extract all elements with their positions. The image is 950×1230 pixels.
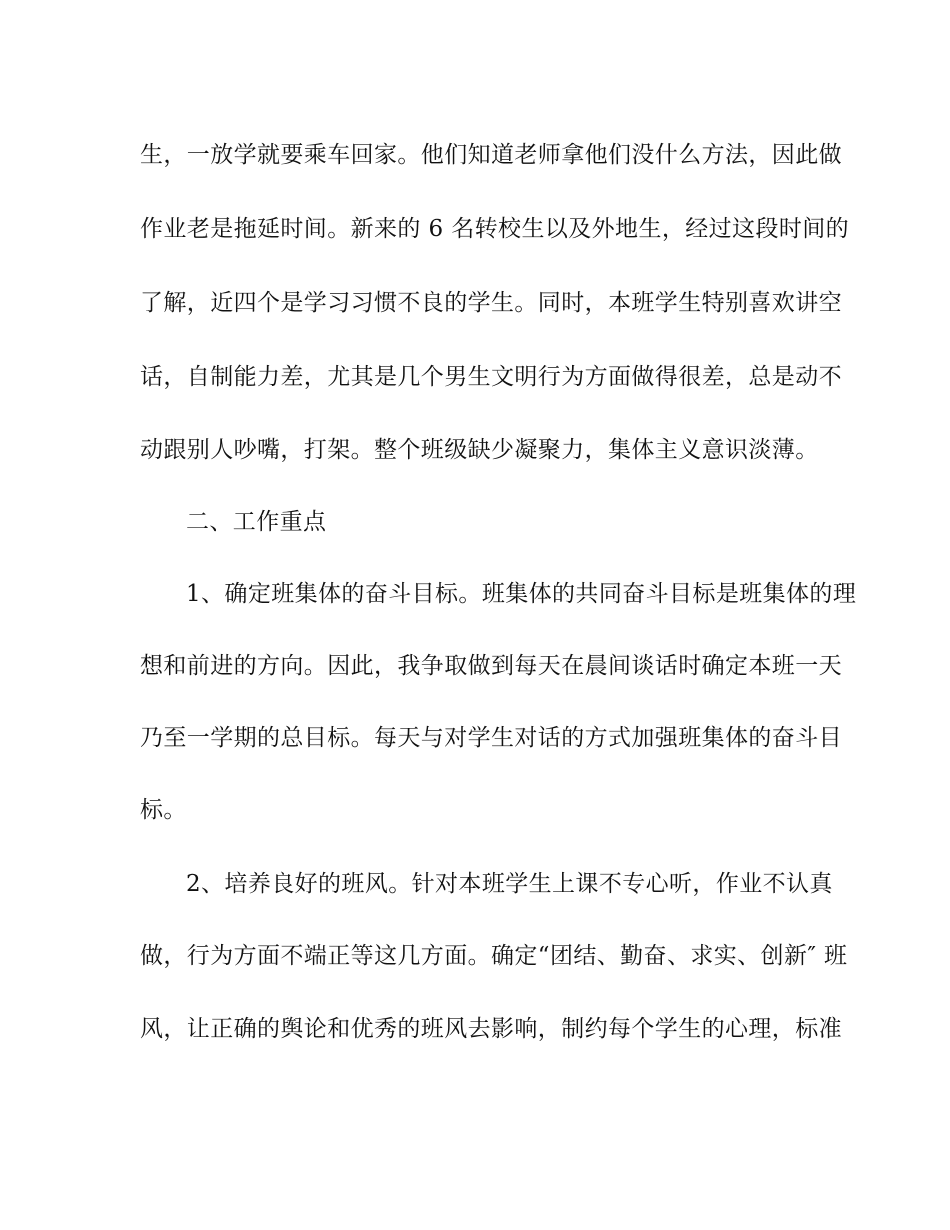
paragraph-line: 了解，近四个是学习习惯不良的学生。同时，本班学生特别喜欢讲空	[140, 290, 842, 316]
paragraph-line: 1、确定班集体的奋斗目标。班集体的共同奋斗目标是班集体的理	[186, 581, 857, 607]
paragraph-line: 想和前进的方向。因此，我争取做到每天在晨间谈话时确定本班一天	[140, 653, 842, 679]
paragraph-line: 动跟别人吵嘴，打架。整个班级缺少凝聚力，集体主义意识淡薄。	[140, 437, 819, 463]
paragraph-line: 生，一放学就要乘车回家。他们知道老师拿他们没什么方法，因此做	[140, 142, 842, 168]
paragraph-line: 做，行为方面不端正等这几方面。确定“团结、勤奋、求实、创新″ 班	[140, 943, 848, 969]
section-heading: 二、工作重点	[186, 509, 327, 535]
paragraph-line: 风，让正确的舆论和优秀的班风去影响，制约每个学生的心理，标准	[140, 1016, 842, 1042]
paragraph-line: 作业老是拖延时间。新来的 6 名转校生以及外地生，经过这段时间的	[140, 216, 850, 242]
paragraph-line: 标。	[140, 797, 187, 823]
paragraph-line: 乃至一学期的总目标。每天与对学生对话的方式加强班集体的奋斗目	[140, 725, 842, 751]
paragraph-line: 话，自制能力差，尤其是几个男生文明行为方面做得很差，总是动不	[140, 364, 842, 390]
paragraph-line: 2、培养良好的班风。针对本班学生上课不专心听，作业不认真	[186, 871, 833, 897]
